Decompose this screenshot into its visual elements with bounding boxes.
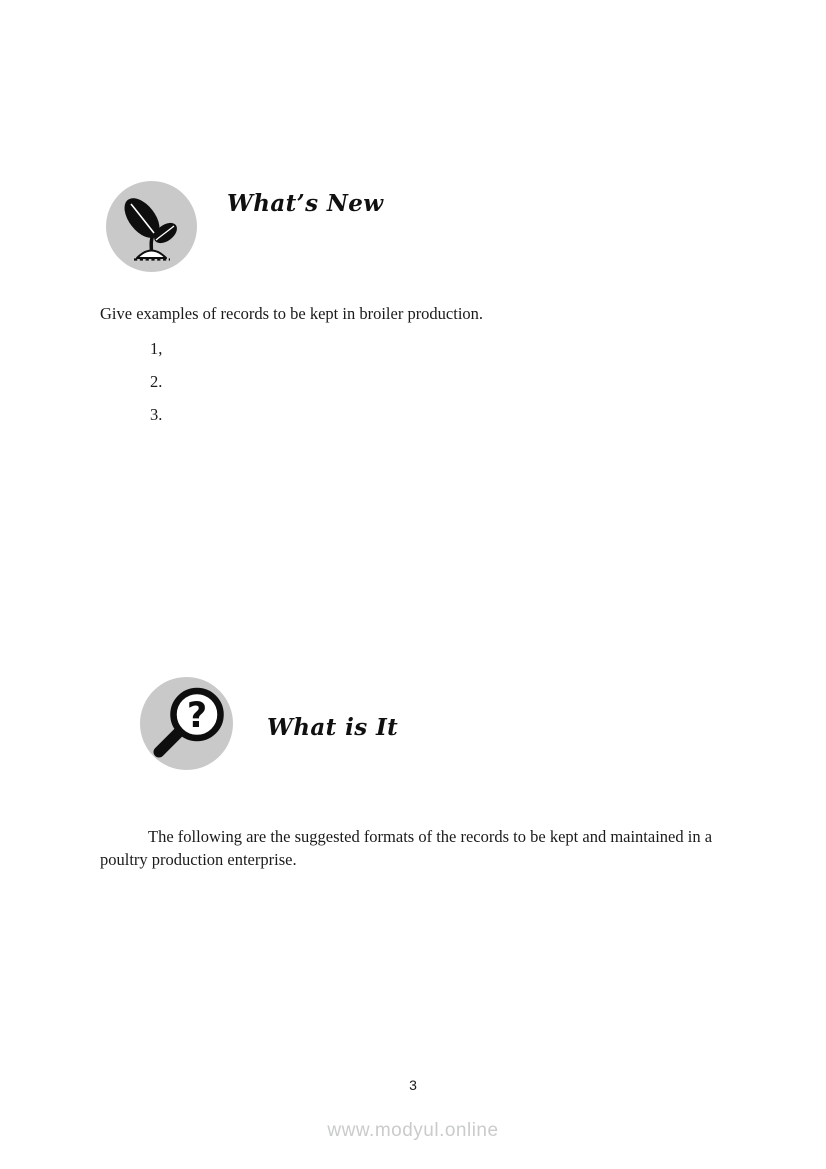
body-paragraph: The following are the suggested formats of the records to be kept and maintained in a poultry production enterprise. — [100, 827, 713, 869]
list-item: 2. — [150, 372, 163, 391]
question-mark-glyph: ? — [186, 696, 208, 736]
watermark: www.modyul.online — [327, 1120, 499, 1141]
magnifier-question-icon — [140, 677, 233, 770]
magnifier-question-icon-graphic — [140, 677, 233, 770]
section-heading-what-is-it: What is It — [267, 714, 399, 741]
page-number: 3 — [409, 1077, 417, 1093]
section-heading-whats-new: What’s New — [227, 190, 384, 217]
seedling-icon-graphic — [106, 181, 197, 272]
seedling-icon — [106, 181, 197, 272]
prompt-text: Give examples of records to be kept in broiler production. — [100, 304, 484, 323]
list-item: 1, — [150, 339, 163, 358]
list-item: 3. — [150, 405, 163, 424]
